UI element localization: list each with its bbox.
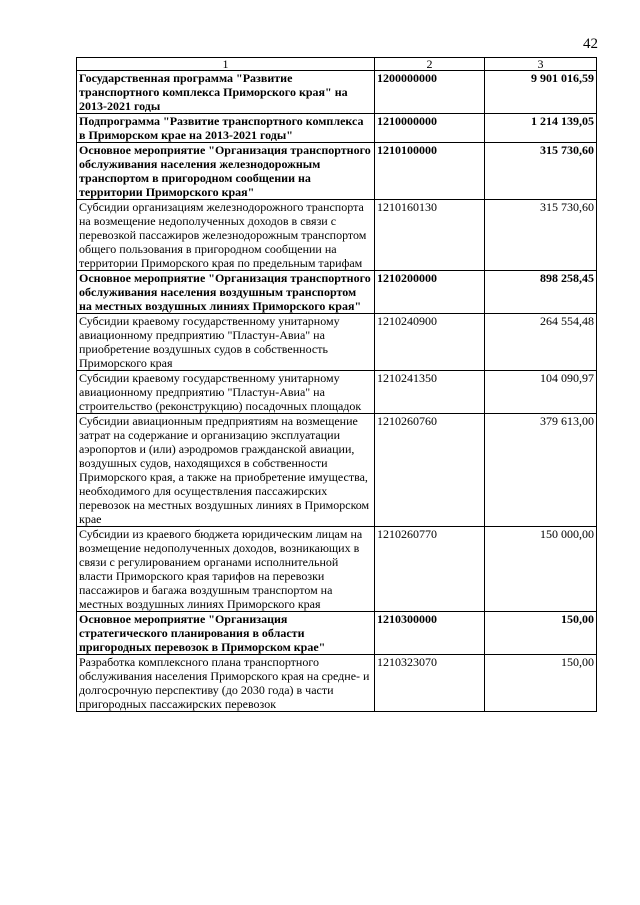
- table-row: [77, 71, 597, 114]
- table-row: [77, 271, 597, 314]
- row-name: Субсидии из краевого бюджета юридическим лицам на возмещение недополученных доходов, возникающих в связи с регулированием органами исполнительной власти Приморского края тарифов на перевозки пассажиров и багажа воздушным транспортом на местных воздушных линиях Приморского края: [77, 527, 375, 612]
- row-name: Субсидии авиационным предприятиям на возмещение затрат на содержание и организацию эксплуатации аэропортов и (или) аэродромов гражданской авиации, воздушных судов, находящихся в собственности Приморского края, а также на приобретение имущества, необходимого для осуществления пассажирских перевозок на местных воздушных линиях в Приморском крае: [77, 414, 375, 527]
- table-row: [77, 612, 597, 655]
- row-code: 1210241350: [375, 371, 485, 414]
- row-code: 1210260760: [375, 414, 485, 527]
- row-amount: 898 258,45: [485, 271, 597, 314]
- header-col-1: 1: [77, 58, 375, 71]
- row-amount: 379 613,00: [485, 414, 597, 527]
- row-code: 1210323070: [375, 655, 485, 712]
- table-row: [77, 143, 597, 200]
- page-number: 42: [583, 36, 598, 52]
- table-row: [77, 655, 597, 712]
- row-name: Субсидии организациям железнодорожного транспорта на возмещение недополученных доходов в связи с перевозкой пассажиров железнодорожным транспортом общего пользования в пригородном сообщении на территории Приморского края по предельным тарифам: [77, 200, 375, 271]
- row-code: 1210160130: [375, 200, 485, 271]
- budget-table: [76, 57, 597, 712]
- row-amount: 264 554,48: [485, 314, 597, 371]
- row-code: 1200000000: [375, 71, 485, 114]
- row-code: 1210240900: [375, 314, 485, 371]
- row-amount: 315 730,60: [485, 200, 597, 271]
- row-name: Государственная программа "Развитие транспортного комплекса Приморского края" на 2013-2021 годы: [77, 71, 375, 114]
- table-row: [77, 527, 597, 612]
- row-amount: 150,00: [485, 655, 597, 712]
- table-header-row: [77, 58, 597, 71]
- header-col-3: 3: [485, 58, 597, 71]
- row-amount: 9 901 016,59: [485, 71, 597, 114]
- row-amount: 150,00: [485, 612, 597, 655]
- table-row: [77, 200, 597, 271]
- row-amount: 1 214 139,05: [485, 114, 597, 143]
- row-code: 1210260770: [375, 527, 485, 612]
- row-code: 1210100000: [375, 143, 485, 200]
- row-name: Основное мероприятие "Организация транспортного обслуживания населения воздушным транспортом на местных воздушных линиях Приморского края": [77, 271, 375, 314]
- row-code: 1210000000: [375, 114, 485, 143]
- row-name: Разработка комплексного плана транспортного обслуживания населения Приморского края на средне- и долгосрочную перспективу (до 2030 года) в части пригородных пассажирских перевозок: [77, 655, 375, 712]
- row-name: Основное мероприятие "Организация транспортного обслуживания населения железнодорожным транспортом в пригородном сообщении на территории Приморского края": [77, 143, 375, 200]
- table-row: [77, 371, 597, 414]
- row-name: Основное мероприятие "Организация стратегического планирования в области пригородных перевозок в Приморском крае": [77, 612, 375, 655]
- header-col-2: 2: [375, 58, 485, 71]
- row-amount: 150 000,00: [485, 527, 597, 612]
- row-name: Субсидии краевому государственному унитарному авиационному предприятию "Пластун-Авиа" на строительство (реконструкцию) посадочных площадок: [77, 371, 375, 414]
- row-amount: 315 730,60: [485, 143, 597, 200]
- row-name: Подпрограмма "Развитие транспортного комплекса в Приморском крае на 2013-2021 годы": [77, 114, 375, 143]
- table-row: [77, 414, 597, 527]
- row-code: 1210300000: [375, 612, 485, 655]
- row-code: 1210200000: [375, 271, 485, 314]
- table-row: [77, 314, 597, 371]
- row-name: Субсидии краевому государственному унитарному авиационному предприятию "Пластун-Авиа" на приобретение воздушных судов в собственность Приморского края: [77, 314, 375, 371]
- table-row: [77, 114, 597, 143]
- row-amount: 104 090,97: [485, 371, 597, 414]
